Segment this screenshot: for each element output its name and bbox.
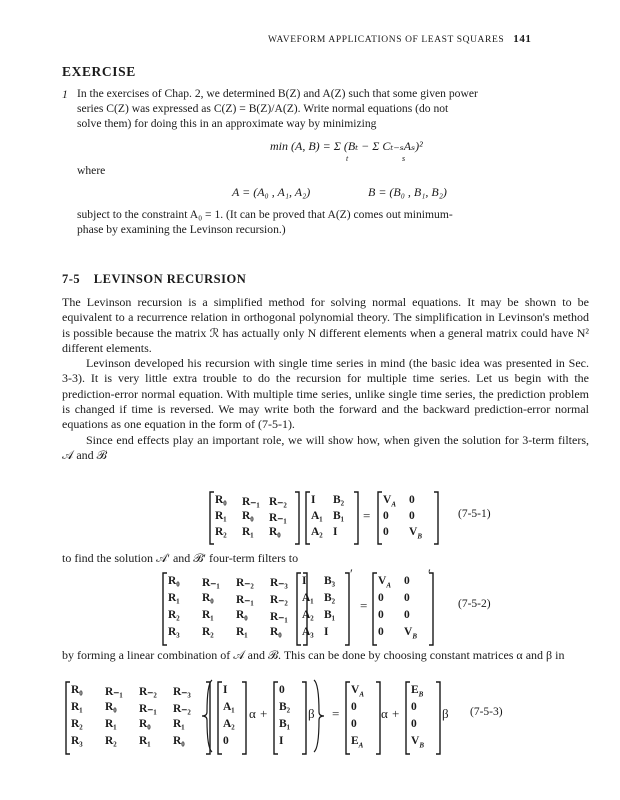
- eq753-R-matrix-cell: R₀: [139, 718, 151, 730]
- definition-B: B = (B₀ , B₁, B₂): [368, 185, 447, 199]
- eq753-R-matrix-cell: R₀: [71, 684, 83, 696]
- eq753-R-matrix-cell: R₋₁: [105, 686, 123, 698]
- eq753-V2-vector-cell: 0: [411, 718, 417, 730]
- definition-A: A = (A₀ , A₁, A₂): [232, 185, 311, 199]
- eq752-R-matrix-cell: R₀: [168, 575, 180, 587]
- eq751-V-matrix-cell: 0: [409, 510, 415, 522]
- paragraph-5: by forming a linear combination of 𝒜 and ℬ. This can be done by choosing constant matrices α and β in: [62, 648, 565, 662]
- eq751-V-matrix-cell: $V_B$: [409, 526, 422, 541]
- page-number: 141: [513, 33, 532, 45]
- eq751-R-matrix-cell: R₁: [215, 510, 227, 522]
- eq752-V-matrix-cell: $V_A$: [378, 575, 391, 590]
- eq752-V-matrix-cell: 0: [378, 626, 384, 638]
- eq751-R-matrix-cell: R₋₂: [269, 496, 287, 508]
- exercise-heading: EXERCISE: [62, 64, 136, 79]
- eq753-R-matrix-cell: R₁: [173, 718, 185, 730]
- eq753-V1-vector-cell: $E_A$: [351, 735, 364, 750]
- eq753-beta-1: β: [308, 706, 315, 721]
- eq751-label: (7-5-1): [458, 508, 491, 520]
- eq752-R-matrix-cell: R₂: [168, 609, 180, 621]
- eq752-V-matrix-cell: 0: [378, 609, 384, 621]
- eq752-R-matrix-cell: R₂: [202, 626, 214, 638]
- eq753-R-matrix-cell: R₂: [71, 718, 83, 730]
- eq751-R-matrix-cell: R₁: [242, 526, 254, 538]
- eq753-alpha: α: [249, 706, 256, 721]
- eq753-V1-vector-cell: 0: [351, 718, 357, 730]
- eq753-V2-vector-cell: $E_B$: [411, 684, 424, 699]
- sum-index-t: t: [346, 154, 349, 163]
- eq752-R-matrix-cell: R₋₁: [236, 594, 254, 606]
- eq752-AB-matrix-cell: A₁: [302, 592, 314, 604]
- eq752-R-matrix-cell: R₁: [168, 592, 180, 604]
- section-number: 7-5: [62, 272, 81, 286]
- eq753-B-vector-cell: I: [279, 735, 284, 747]
- eq753-label: (7-5-3): [470, 706, 503, 718]
- eq753-alpha-2: α: [381, 706, 388, 721]
- eq753-R-matrix-cell: R₁: [139, 735, 151, 747]
- eq751-R-matrix-cell: R₂: [215, 526, 227, 538]
- eq752-label: (7-5-2): [458, 598, 491, 610]
- eq753-R-matrix-cell: R₋₃: [173, 686, 191, 698]
- eq751-R-matrix-cell: R₀: [269, 526, 281, 538]
- eq751-AB-matrix-cell: I: [333, 526, 338, 538]
- eq751-AB-matrix-cell: B₁: [333, 510, 345, 522]
- section-title: LEVINSON RECURSION: [93, 272, 247, 286]
- eq753-R-matrix-cell: R₂: [105, 735, 117, 747]
- where-text: where: [77, 164, 106, 177]
- constraint-line-1: subject to the constraint A₀ = 1. (It can be proved that A(Z) comes out minimum-: [77, 208, 453, 221]
- eq753-plus-1: +: [260, 706, 268, 721]
- eq751-R-matrix-cell: R₀: [215, 494, 227, 506]
- paragraph-1: The Levinson recursion is a simplified method for solving normal equations. It may be shown to be equivalent to a recurrence relation in orthogonal polynomial theory. The simplification in Levinson's method is possible because the matrix ℛ has actually only N different elements when a general matrix could have N² different elements.: [62, 295, 589, 355]
- eq751-V-matrix-cell: 0: [409, 494, 415, 506]
- eq752-AB-matrix-cell: B₂: [324, 592, 336, 604]
- eq752-R-matrix-cell: R₋₃: [270, 577, 288, 589]
- eq753-A-vector-cell: I: [223, 684, 228, 696]
- eq753-B-vector-cell: B₂: [279, 701, 291, 713]
- eq753-R-matrix-cell: R₋₁: [139, 703, 157, 715]
- eq752-R-matrix-cell: R₋₁: [270, 611, 288, 623]
- eq751-R-matrix-cell: R₀: [242, 510, 254, 522]
- eq753-R-matrix-cell: R₁: [71, 701, 83, 713]
- exercise-line-3: solve them) for doing this in an approximate way by minimizing: [77, 117, 377, 130]
- sum-index-s: s: [402, 154, 406, 163]
- running-head-title: WAVEFORM APPLICATIONS OF LEAST SQUARES: [268, 35, 505, 45]
- eq753-plus-2: +: [392, 706, 400, 721]
- eq752-V-matrix-cell: 0: [404, 575, 410, 587]
- exercise-line-2: series C(Z) was expressed as C(Z) = B(Z)/A(Z). Write normal equations (do not: [77, 102, 449, 115]
- eq752-R-matrix-cell: R₋₂: [270, 594, 288, 606]
- eq753-R-matrix-cell: R₋₂: [173, 703, 191, 715]
- eq753-R-matrix-cell: R₁: [105, 718, 117, 730]
- exercise-line-1: In the exercises of Chap. 2, we determined B(Z) and A(Z) such that some given power: [77, 87, 478, 100]
- eq751-V-matrix-cell: 0: [383, 510, 389, 522]
- eq752-R-matrix-cell: R₁: [236, 626, 248, 638]
- eq752-AB-matrix-cell: B₃: [324, 575, 336, 587]
- eq751-AB-matrix-cell: A₂: [311, 526, 323, 538]
- eq752-AB-matrix-cell: B₁: [324, 609, 336, 621]
- exercise-number: 1: [62, 88, 68, 101]
- eq752-R-matrix-cell: R₀: [236, 609, 248, 621]
- eq752-R-matrix-cell: R₀: [270, 626, 282, 638]
- eq753-R-matrix-cell: R₃: [71, 735, 83, 747]
- minimization-equation: min (A, B) = Σ (Bₜ − Σ Cₜ₋ₛAₛ)²: [270, 139, 423, 153]
- paragraph-4: to find the solution 𝒜′ and ℬ′ four-term filters to: [62, 551, 299, 565]
- eq752-AB-matrix-cell: A₂: [302, 609, 314, 621]
- eq752-V-matrix-cell: $V_B$: [404, 626, 417, 641]
- eq753-A-vector-cell: A₂: [223, 718, 235, 730]
- eq753-A-vector-cell: A₁: [223, 701, 235, 713]
- eq751-R-matrix-cell: R₋₁: [242, 496, 260, 508]
- eq753-R-matrix-cell: R₋₂: [139, 686, 157, 698]
- eq753-R-matrix-cell: R₀: [173, 735, 185, 747]
- eq753-V2-vector-cell: 0: [411, 701, 417, 713]
- eq753-A-vector-cell: 0: [223, 735, 229, 747]
- eq753-B-vector-cell: B₁: [279, 718, 291, 730]
- eq753-V1-vector-cell: 0: [351, 701, 357, 713]
- eq752-AB-matrix-cell: A₃: [302, 626, 314, 638]
- paragraph-3: Since end effects play an important role, we will show how, when given the solution for 3-term filters, 𝒜 and ℬ: [62, 432, 589, 462]
- eq752-V-matrix-cell: 0: [404, 609, 410, 621]
- eq752-R-matrix-cell: R₋₁: [202, 577, 220, 589]
- eq752-R-matrix-cell: R₀: [202, 592, 214, 604]
- eq751-V-matrix-cell: 0: [383, 526, 389, 538]
- constraint-line-2: phase by examining the Levinson recursion.): [77, 223, 286, 236]
- eq751-AB-matrix-cell: I: [311, 494, 316, 506]
- eq752-V-matrix-cell: 0: [404, 592, 410, 604]
- eq751-AB-matrix-cell: A₁: [311, 510, 323, 522]
- paragraph-2: Levinson developed his recursion with single time series in mind (the basic idea was presented in Sec. 3-3). It is very little extra trouble to do the recursion for multiple time series. Let us begin with the prediction-error normal equation. With multiple time series, unlike single time series, the prediction problem is changed if time is reversed. We may write both the forward and the backward prediction-error normal equations as one equation in the form of (7-5-1).: [62, 356, 589, 432]
- eq753-beta-2: β: [442, 706, 449, 721]
- eq752-prime-1: ′: [350, 566, 353, 581]
- eq752-equals: =: [360, 598, 368, 613]
- eq752-AB-matrix-cell: I: [302, 575, 307, 587]
- eq751-R-matrix-cell: R₋₁: [269, 512, 287, 524]
- eq752-prime-2: ′: [428, 566, 431, 581]
- eq752-R-matrix-cell: R₁: [202, 609, 214, 621]
- eq752-R-matrix-cell: R₃: [168, 626, 180, 638]
- eq753-R-matrix-cell: R₀: [105, 701, 117, 713]
- eq751-AB-matrix-cell: B₂: [333, 494, 345, 506]
- eq752-AB-matrix-cell: I: [324, 626, 329, 638]
- eq753-V1-vector-cell: $V_A$: [351, 684, 364, 699]
- eq753-V2-vector-cell: $V_B$: [411, 735, 424, 750]
- eq752-R-matrix-cell: R₋₂: [236, 577, 254, 589]
- eq753-B-vector-cell: 0: [279, 684, 285, 696]
- eq753-equals: =: [332, 706, 340, 721]
- eq751-V-matrix-cell: $V_A$: [383, 494, 396, 509]
- eq751-equals: =: [363, 508, 371, 523]
- eq753-brace-right: [314, 680, 324, 752]
- eq752-V-matrix-cell: 0: [378, 592, 384, 604]
